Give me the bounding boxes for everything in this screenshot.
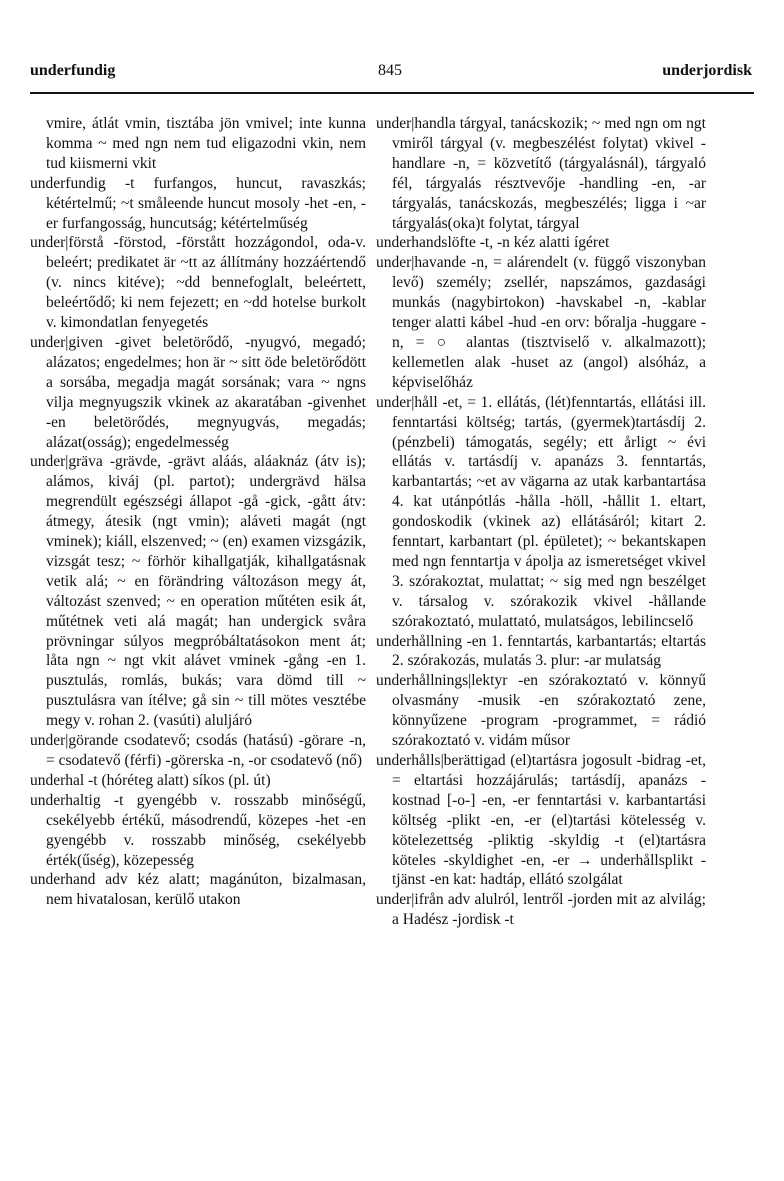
dictionary-entry: vmire, átlát vmin, tisztába jön vmivel; inte kunna komma ~ med ngn nem tud eligazodni vkin, nem tud kiismerni vkit (46, 115, 366, 172)
left-column (30, 114, 366, 910)
dictionary-entry: underhålls|berättigad (el)tartásra jogosult -bidrag -et, = eltartási hozzájárulás; tartásdíj, apanázs -kostnad [-o-] -en, -er fenntartási v. karbantartási költség -plikt -en, -er (el)tartási kötelesség v. kötelezettség -pliktig -skyldig -t (el)tartásra köteles -skyldighet -en, -er → underhållsplikt -tjänst -en kat: hadtáp, ellátó szolgálat (376, 752, 706, 889)
dictionary-entry: under|görande csodatevő; csodás (hatású) -görare -n, = csodatevő (férfi) -görerska -n, -or csodatevő (nő) (30, 732, 366, 769)
header-rule (30, 92, 754, 94)
right-guide-word: underjordisk (662, 62, 752, 79)
dictionary-entry: underhaltig -t gyengébb v. rosszabb minőségű, csekélyebb értékű, másodrendű, közepes -het -en gyengébb v. rosszabb minőség, csekélyebb érték(űség), közepesség (30, 791, 366, 869)
right-column (376, 114, 706, 930)
dictionary-entry: underhållning -en 1. fenntartás, karbantartás; eltartás 2. szórakozás, mulatás 3. plur: -ar mulatság (376, 632, 706, 670)
dictionary-entry: under|handla tárgyal, tanácskozik; ~ med ngn om ngt vmiről tárgyal (v. megbeszélést folytat) vkivel -handlare -n, = közvetítő (tárgyalásnál), tárgyaló fél, tárgyalás résztvevője -handling -en, -ar tárgyalás, tanácskozás, megbeszélés; ligga i ~ar tárgyalás(oka)t folytat, tárgyal (376, 115, 706, 232)
dictionary-entry: underhal -t (hóréteg alatt) síkos (pl. út) (30, 771, 271, 789)
dictionary-entry: under|ifrån adv alulról, lentről -jorden mit az alvilág; a Hadész -jordisk -t (376, 891, 706, 929)
dictionary-entry: under|given -givet beletörődő, -nyugvó, megadó; alázatos; engedelmes; hon är ~ sitt öde beletörődött a sorsába, megadja magát sorsának; vara ~ ngns vilja megnyugszik vkinek az akaratában -givenhet -en beletörődés, megnyugvás, megadás; alázat(osság); engedelmesség (30, 333, 366, 451)
dictionary-entry: under|gräva -grävde, -grävt aláás, aláaknáz (átv is); alámos, kiváj (pl. partot); undergrävd hälsa megrendült egészségi állapot -gå -gick, -gått átv: átmegy, átesik (ngt vmin); aláveti magát (ngt vminek); kiáll, elszenved; ~ (en) examen vizsgázik, vizsgát tesz; ~ förhör kihallgatják, kihallgatásnak vetik alá; ~ en förändring változáson megy át, változást szenved; ~ en operation műtéten esik át, műtétnek veti alá magát; han undergick svåra prövningar súlyos megpróbáltatásokon ment át; låta ngn ~ ngt vkit alávet vminek -gång -en 1. pusztulás, romlás, bukás; vara dömd till ~ pusztulásra van ítélve; gå sin ~ till mötes vesztébe megy v. rohan 2. (vasúti) aluljáró (30, 453, 366, 730)
dictionary-entry: under|håll -et, = 1. ellátás, (lét)fenntartás, ellátási ill. fenntartási költség; tartás, (gyermek)tartásdíj 2. (pénzbeli) támogatás, segély; ett årligt ~ évi ellátás v. tartásdíj v. apanázs 3. fenntartás, karbantartás; ~et av vägarna az utak karbantartása 4. kat utánpótlás -hålla -höll, -hållit 1. eltart, gondoskodik (vkinek az) ellátásáról; kitart 2. fenntart, karbantart (pl. épületet); ~ bekantskapen med ngn fenntartja v ápolja az ismeretséget vkivel 3. szórakoztat, mulattat; ~ sig med ngn beszélget v. társalog v. szórakozik vkivel -hållande szórakoztató, mulattató, mulatságos, lebilincselő (376, 393, 706, 630)
dictionary-entry: under|förstå -förstod, -förstått hozzágondol, oda-v. beleért; predikatet är ~tt az állítmány hozzáértendő (v. nincs kitéve); ~dd bennefoglalt, beleértett, beleértődő; ki nem fejezett; en ~dd hotelse burkolt v. kimondatlan fenyegetés (30, 234, 366, 332)
left-guide-word: underfundig (30, 62, 116, 79)
dictionary-entry: underhandslöfte -t, -n kéz alatti ígéret (376, 234, 610, 252)
dictionary-entry: underfundig -t furfangos, huncut, ravaszkás; kétértelmű; ~t småleende huncut mosoly -het -en, -er furfangosság, huncutság; kétértelműség (30, 174, 366, 232)
dictionary-entry: underhand adv kéz alatt; magánúton, bizalmasan, nem hivatalosan, kerülő utakon (30, 871, 366, 909)
dictionary-entry: underhållnings|lektyr -en szórakoztató v. könnyű olvasmány -musik -en szórakoztató zene, könnyűzene -program -programmet, = rádió szórakoztató v. vidám műsor (376, 672, 706, 750)
page-number: 845 (378, 62, 402, 79)
page-header (30, 62, 752, 92)
dictionary-entry: under|havande -n, = alárendelt (v. függő viszonyban levő) személy; zsellér, napszámos, gazdasági munkás (nagybirtokon) -havskabel -n, -kablar tenger alatti kábel -hud -en orv: bőralja -huggare -n, = ○ alantas (tisztviselő v. alkalmazott); kellemetlen alak -huset az (angol) alsóház, a képviselőház (376, 254, 706, 391)
